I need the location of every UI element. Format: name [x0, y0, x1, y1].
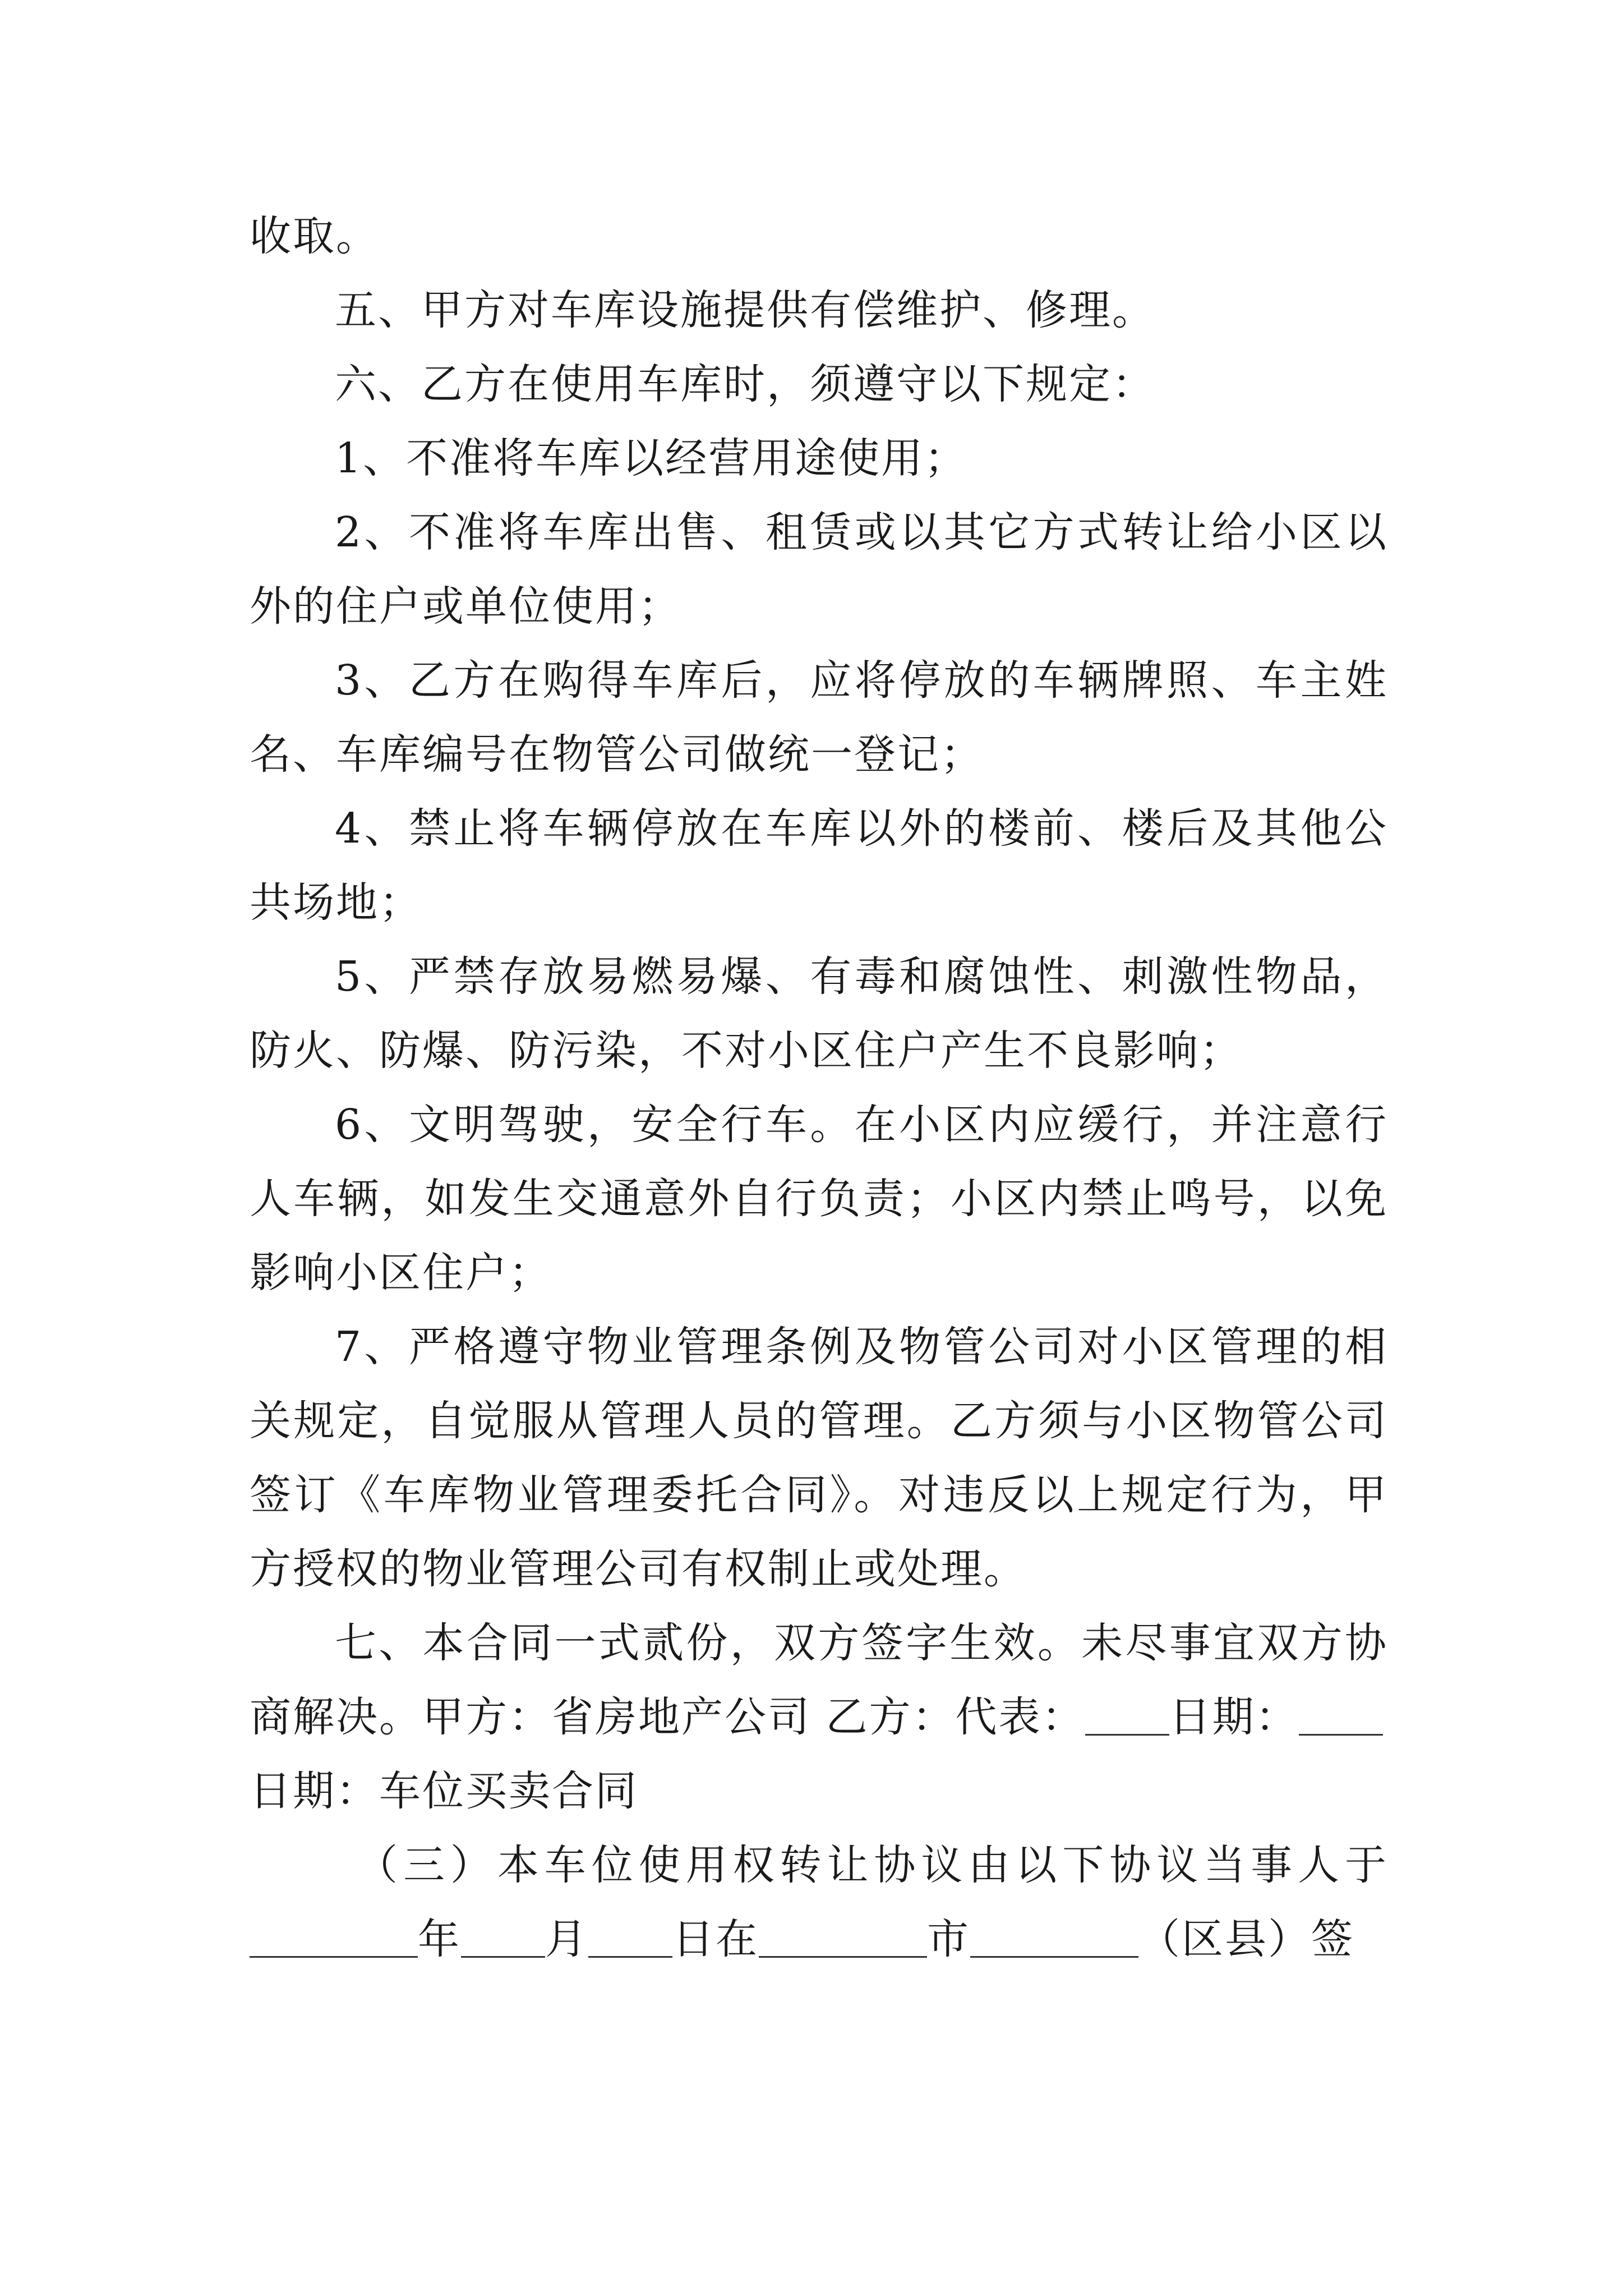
clause-six: 六、乙方在使用车库时，须遵守以下规定：: [335, 360, 1155, 408]
text-line: 共场地；: [250, 878, 422, 927]
year-label: 年: [418, 1915, 461, 1963]
text-line: 日期：车位买卖合同: [250, 1767, 638, 1815]
month-label: 月: [545, 1915, 588, 1963]
date-fill-line: [250, 1902, 1388, 1976]
rule-1: 1、不准将车库以经营用途使用；: [335, 434, 968, 482]
text-line: 签订《车库物业管理委托合同》。对违反以上规定行为，甲: [250, 1471, 1388, 1519]
text-line: 方授权的物业管理公司有权制止或处理。: [250, 1545, 1027, 1593]
text-line: 收取。: [250, 212, 379, 260]
month-blank: [461, 1915, 545, 1958]
date-label: 日期：: [1169, 1693, 1299, 1741]
representative-blank: [1085, 1692, 1169, 1736]
district-label: （区县）签: [1138, 1915, 1354, 1963]
rule-3: 3、乙方在购得车库后，应将停放的车辆牌照、车主姓: [335, 656, 1388, 705]
text-line: 影响小区住户；: [250, 1249, 552, 1297]
rule-6: 6、文明驾驶，安全行车。在小区内应缓行，并注意行: [335, 1101, 1388, 1149]
text-line: 外的住户或单位使用；: [250, 582, 681, 631]
text-line: 防火、防爆、防污染，不对小区住户产生不良影响；: [250, 1027, 1243, 1075]
day-label: 日在: [672, 1915, 759, 1963]
section-three-heading: （三）本车位使用权转让协议由以下协议当事人于: [356, 1841, 1388, 1889]
signature-label: 商解决。甲方：省房地产公司 乙方：代表：: [250, 1693, 1085, 1741]
clause-five: 五、甲方对车库设施提供有偿维护、修理。: [335, 286, 1155, 334]
rule-2: 2、不准将车库出售、租赁或以其它方式转让给小区以: [335, 508, 1388, 556]
year-blank: [250, 1915, 418, 1958]
district-blank: [970, 1915, 1138, 1958]
text-line: 关规定，自觉服从管理人员的管理。乙方须与小区物管公司: [250, 1397, 1388, 1445]
signature-line: [250, 1680, 1388, 1754]
clause-seven: 七、本合同一式贰份，双方签字生效。未尽事宜双方协: [335, 1619, 1388, 1667]
rule-4: 4、禁止将车辆停放在车库以外的楼前、楼后及其他公: [335, 804, 1388, 853]
city-blank: [759, 1915, 927, 1958]
city-label: 市: [927, 1915, 970, 1963]
text-line: 人车辆，如发生交通意外自行负责；小区内禁止鸣号，以免: [250, 1175, 1388, 1223]
rule-5: 5、严禁存放易燃易爆、有毒和腐蚀性、刺激性物品，: [335, 953, 1388, 1001]
rule-7: 7、严格遵守物业管理条例及物管公司对小区管理的相: [335, 1323, 1388, 1371]
day-blank: [588, 1915, 672, 1958]
text-line: 名、车库编号在物管公司做统一登记；: [250, 730, 984, 779]
date-blank: [1299, 1692, 1383, 1736]
document-body: [250, 199, 1388, 1976]
